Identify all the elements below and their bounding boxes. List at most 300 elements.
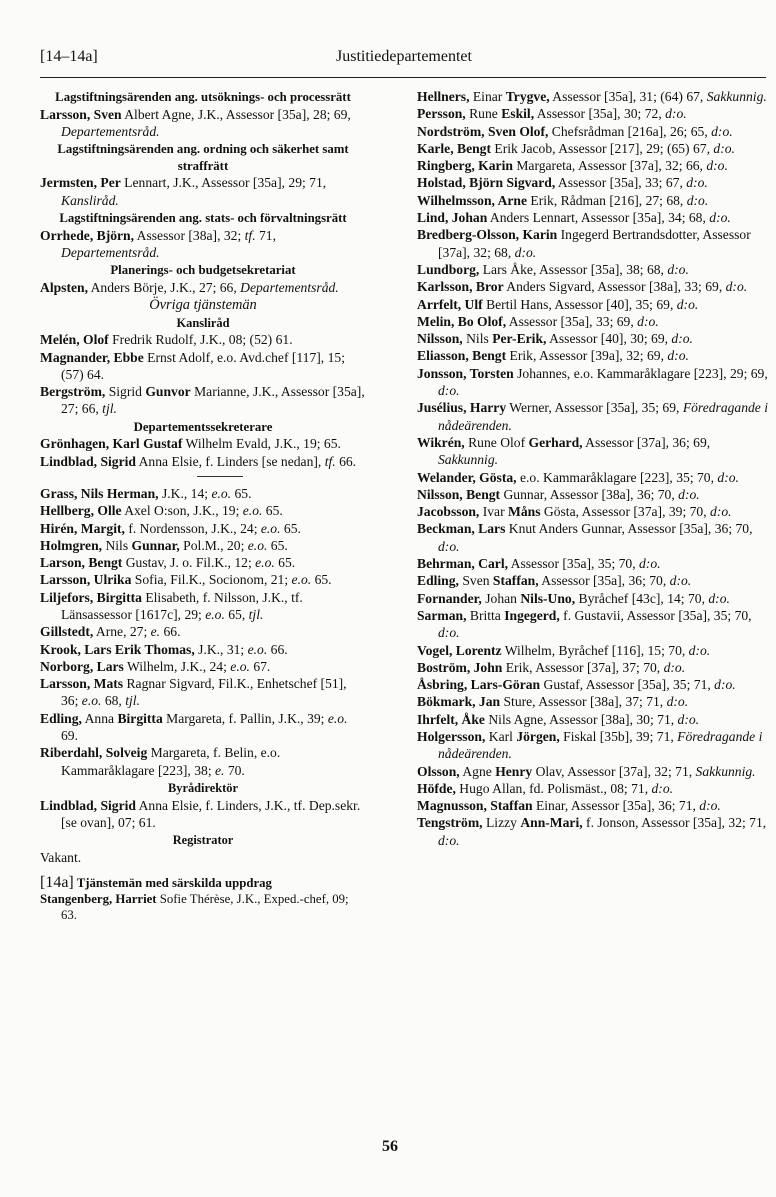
entry-note: tf. — [244, 227, 256, 243]
entry-text: Ragnar Sigvard, Fil.K., Enhetschef [51], 36; — [61, 676, 347, 709]
entry-name: Staffan, — [492, 573, 539, 589]
person-entry — [417, 503, 769, 520]
entry-name: Edling, — [40, 710, 82, 726]
entry-name: Magnander, Ebbe — [40, 349, 144, 365]
entry-name: Tengström, — [417, 815, 483, 831]
person-entry — [417, 590, 769, 607]
entry-name: Larson, Bengt — [40, 555, 123, 571]
left-column — [40, 88, 366, 923]
entry-name: Behrman, Carl, — [417, 556, 508, 572]
entry-text: 68, — [101, 693, 126, 709]
entry-text: Assessor [38a], 32; — [134, 227, 245, 243]
entry-note: d:o. — [438, 383, 460, 399]
person-entry — [40, 279, 366, 296]
section-heading-italic: Övriga tjänstemän — [149, 297, 257, 314]
entry-text: Werner, Assessor [35a], 35; 69, — [506, 400, 683, 416]
entry-note: e.o. — [211, 485, 232, 501]
entry-note: e.o. — [242, 503, 263, 519]
entry-text: 71, — [255, 227, 276, 243]
entry-text: Erik, Assessor [39a], 32; 69, — [506, 348, 668, 364]
person-entry — [417, 330, 769, 347]
person-entry — [40, 710, 366, 745]
entry-text: Erik, Rådman [216], 27; 68, — [527, 192, 687, 208]
entry-note: Föredragande i nådeärenden. — [438, 400, 769, 433]
person-entry — [40, 383, 366, 418]
entry-name: Bökmark, Jan — [417, 694, 501, 710]
entry-note: d:o. — [637, 313, 659, 329]
entry-name: Persson, — [417, 106, 466, 122]
subsection-heading: Registrator — [172, 833, 234, 848]
entry-text: Gösta, Assessor [37a], 39; 70, — [540, 504, 711, 520]
entry-text: Assessor [40], 30; 69, — [546, 331, 672, 347]
entry-name: Larsson, Mats — [40, 676, 124, 692]
entry-text: Ingegerd Bertrandsdotter, Assessor [37a], 32; 68, — [438, 227, 751, 260]
person-entry — [417, 572, 769, 589]
entry-name: Lindblad, Sigrid — [40, 453, 136, 469]
section-number: [14a] — [40, 874, 74, 892]
person-entry — [40, 435, 366, 452]
entry-note: d:o. — [686, 192, 709, 208]
entry-name: Eliasson, Bengt — [417, 348, 507, 364]
entry-name: Sarman, — [417, 607, 467, 623]
entry-note: Kansliråd. — [61, 192, 119, 208]
entry-name: Birgitta — [117, 710, 163, 726]
person-entry — [417, 296, 769, 313]
entry-note: tjl. — [125, 693, 140, 709]
entry-text: Anna Elsie, f. Linders [se nedan], — [135, 453, 325, 469]
entry-name: Hellners, — [417, 89, 470, 104]
entry-name: Nordström, Sven Olof, — [417, 123, 549, 139]
entry-name: Olsson, — [417, 763, 460, 779]
entry-name: Gunnar, — [131, 537, 180, 553]
entry-name: Ringberg, Karin — [417, 158, 513, 174]
person-entry — [417, 797, 769, 814]
entry-text: Hugo Allan, fd. Polismäst., 08; 71, — [455, 780, 652, 796]
entry-text: Sofia, Fil.K., Socionom, 21; — [131, 572, 292, 588]
entry-note: d:o. — [639, 556, 661, 572]
entry-text: Assessor [35a], 31; (64) 67, — [549, 89, 707, 104]
person-entry — [417, 313, 769, 330]
person-entry — [417, 728, 769, 763]
person-entry — [40, 174, 366, 209]
entry-text: Fiskal [35b], 39; 71, — [559, 728, 678, 744]
entry-note: d:o. — [669, 573, 692, 589]
person-entry — [417, 261, 769, 278]
entry-note: d:o. — [717, 469, 739, 485]
person-entry — [40, 797, 366, 832]
entry-note: Sakkunnig. — [438, 452, 499, 468]
entry-note: d:o. — [663, 659, 686, 675]
entry-name: Ihrfelt, Åke — [417, 711, 485, 727]
entry-name: Höfde, — [417, 780, 456, 796]
entry-name: Gerhard, — [528, 434, 583, 450]
person-entry — [417, 209, 769, 226]
entry-text: J.K., 31; — [194, 641, 248, 657]
entry-text: Sture, Assessor [38a], 37; 71, — [500, 694, 667, 710]
section-heading: Departementssekreterare — [133, 419, 273, 434]
entry-note: d:o. — [651, 780, 674, 796]
entry-name: Jörgen, — [516, 728, 560, 744]
entry-text: Margareta, Assessor [37a], 32; 66, — [512, 158, 707, 174]
entry-note: e.o. — [81, 693, 102, 709]
entry-name: Grass, Nils Herman, — [40, 485, 159, 501]
entry-name: Larsson, Sven — [40, 106, 122, 122]
entry-text: Axel O:son, J.K., 19; — [121, 503, 243, 519]
person-entry — [40, 589, 366, 624]
entry-name: Edling, — [417, 573, 459, 589]
entry-text: J.K., 14; — [158, 485, 212, 501]
entry-text: Olav, Assessor [37a], 32; 71, — [532, 763, 696, 779]
entry-note: Departementsråd. — [240, 279, 339, 295]
entry-name: Ann-Mari, — [520, 815, 583, 831]
section-title: Tjänstemän med särskilda uppdrag — [73, 876, 272, 891]
person-entry — [417, 711, 769, 728]
entry-name: Riberdahl, Solveig — [40, 745, 148, 761]
person-entry — [417, 486, 769, 503]
section-heading: Lagstiftningsärenden ang. ordning och säkerhet samt straffrätt — [57, 142, 349, 173]
right-column — [417, 88, 769, 849]
entry-note: d:o. — [725, 279, 748, 295]
entry-name: Beckman, Lars — [417, 521, 506, 537]
page-number: 56 — [382, 1138, 398, 1155]
entry-text: Wilhelm, J.K., 24; — [123, 658, 231, 674]
entry-note: d:o. — [666, 694, 689, 710]
person-entry — [40, 571, 366, 588]
entry-note: e. — [150, 624, 161, 640]
entry-name: Liljefors, Birgitta — [40, 589, 142, 605]
person-entry — [417, 434, 769, 469]
entry-note: d:o. — [713, 140, 735, 156]
header-rule — [40, 77, 766, 78]
entry-text: f. Jonson, Assessor [35a], 32; 71, — [582, 815, 767, 831]
entry-text: Byråchef [43c], 14; 70, — [575, 590, 709, 606]
entry-text: Chefsrådman [216a], 26; 65, — [548, 123, 712, 139]
entry-name: Karlsson, Bror — [417, 279, 504, 295]
section-14a-heading — [40, 874, 366, 892]
entry-name: Gillstedt, — [40, 624, 94, 640]
entry-text: Knut Anders Gunnar, Assessor [35a], 36; 70, — [505, 521, 753, 537]
entry-name: Grönhagen, Karl Gustaf — [40, 436, 183, 452]
entry-text: 65. — [262, 503, 283, 519]
person-entry — [417, 226, 769, 261]
entry-note: Departementsråd. — [61, 244, 160, 260]
entry-text: f. Nordensson, J.K., 24; — [124, 520, 261, 536]
entry-text: Arne, 27; — [93, 624, 151, 640]
entry-name: Larsson, Ulrika — [40, 572, 132, 588]
person-entry — [40, 106, 366, 141]
entry-name: Magnusson, Staffan — [417, 798, 533, 814]
person-entry — [40, 520, 366, 537]
entry-note: d:o. — [677, 711, 700, 727]
person-entry — [40, 744, 366, 779]
entry-text: Agne — [459, 763, 496, 779]
entry-text: Ernst Adolf, e.o. Avd.chef [117], 15; (57) 64. — [61, 349, 345, 382]
entry-note: d:o. — [671, 331, 693, 347]
person-entry — [40, 485, 366, 502]
entry-text: Anna Elsie, f. Linders, J.K., tf. Dep.sekr. [se ovan], 07; 61. — [61, 797, 361, 830]
entry-text: Lennart, J.K., Assessor [35a], 29; 71, — [120, 175, 327, 191]
entry-name: Fornander, — [417, 590, 482, 606]
section-heading: Lagstiftningsärenden ang. utsöknings- och processrätt — [55, 90, 351, 104]
entry-note: e.o. — [247, 537, 268, 553]
entry-name: Per-Erik, — [492, 331, 547, 347]
entry-name: Jonsson, Torsten — [417, 365, 514, 381]
person-entry — [40, 658, 366, 675]
entry-text: 69. — [61, 728, 78, 744]
entry-note: tjl. — [102, 401, 117, 417]
entry-text: Albert Agne, J.K., Assessor [35a], 28; 69, — [121, 106, 351, 122]
entry-text: Anna — [81, 710, 118, 726]
entry-text: 65. — [231, 485, 252, 501]
entry-text: Wilhelm Evald, J.K., 19; 65. — [182, 436, 341, 452]
entry-name: Måns — [508, 504, 541, 520]
person-entry — [417, 105, 769, 122]
entry-name: Trygve, — [505, 89, 550, 104]
person-entry — [40, 623, 366, 640]
section-heading: Planerings- och budgetsekretariat — [110, 263, 296, 278]
entry-text: f. Gustavii, Assessor [35a], 35; 70, — [559, 607, 752, 623]
entry-text: 66. — [160, 624, 181, 640]
entry-text: 67. — [249, 658, 271, 674]
entry-name: Holgersson, — [417, 728, 486, 744]
person-entry — [417, 365, 769, 400]
entry-name: Lindblad, Sigrid — [40, 797, 136, 813]
entry-note: d:o. — [706, 158, 728, 174]
entry-name: Stangenberg, Harriet — [40, 892, 157, 907]
entry-note: e.o. — [260, 520, 281, 536]
entry-text: Pol.M., 20; — [179, 537, 248, 553]
entry-name: Ingegerd, — [504, 607, 560, 623]
entry-text: Lizzy — [482, 815, 521, 831]
section-heading: Lagstiftningsärenden ang. stats- och förvaltningsrätt — [59, 210, 347, 225]
entry-name: Boström, John — [417, 659, 503, 675]
entry-name: Melin, Bo Olof, — [417, 313, 507, 329]
entry-name: Lind, Johan — [417, 210, 488, 226]
entry-text: Anders Börje, J.K., 27; 66, — [87, 279, 241, 295]
entry-text: 65. — [274, 555, 296, 571]
entry-note: Sakkunnig. — [706, 89, 767, 104]
entry-text: Britta — [466, 607, 505, 623]
running-header-title: Justitiedepartementet — [336, 48, 472, 65]
entry-text: Marianne, J.K., Assessor [35a], 27; 66, — [61, 384, 365, 417]
entry-text: Karl — [485, 728, 517, 744]
entry-name: Jacobsson, — [417, 504, 480, 520]
entry-note: Sakkunnig. — [695, 763, 756, 779]
person-entry — [417, 520, 769, 555]
person-entry — [40, 554, 366, 571]
entry-text: 65, — [224, 606, 249, 622]
person-entry — [417, 469, 769, 486]
entry-text: e.o. Kammaråklagare [223], 35; 70, — [516, 469, 718, 485]
entry-name: Gunvor — [145, 384, 191, 400]
person-entry — [40, 502, 366, 519]
entry-name: Holmgren, — [40, 537, 103, 553]
person-entry — [417, 676, 769, 693]
entry-text: Wilhelm, Byråchef [116], 15; 70, — [501, 642, 689, 658]
entry-note: e.o. — [255, 555, 275, 571]
entry-note: d:o. — [708, 590, 730, 606]
entry-text: Sven — [458, 573, 493, 589]
entry-text: Gunnar, Assessor [38a], 36; 70, — [500, 486, 679, 502]
entry-text: Assessor [35a], 36; 70, — [538, 573, 670, 589]
person-entry — [417, 659, 769, 676]
page-section-ref: [14–14a] — [40, 48, 98, 65]
entry-note: d:o. — [667, 261, 689, 277]
entry-name: Melén, Olof — [40, 332, 109, 348]
entry-text: Gustaf, Assessor [35a], 35; 71, — [540, 677, 715, 693]
entry-text: Anders Lennart, Assessor [35a], 34; 68, — [487, 210, 710, 226]
entry-note: Departementsråd. — [61, 123, 160, 139]
person-entry — [417, 157, 769, 174]
entry-note: tf. — [324, 453, 336, 469]
person-entry — [417, 693, 769, 710]
person-entry — [417, 123, 769, 140]
entry-text: Margareta, f. Pallin, J.K., 39; — [162, 710, 328, 726]
entry-note: d:o. — [438, 625, 460, 641]
entry-text: Erik Jacob, Assessor [217], 29; (65) 67, — [491, 140, 714, 156]
entry-note: d:o. — [714, 677, 736, 693]
entry-text: Erik, Assessor [37a], 37; 70, — [502, 659, 664, 675]
person-entry — [417, 399, 769, 434]
entry-name: Lundborg, — [417, 261, 480, 277]
entry-text: Rune Olof — [464, 434, 529, 450]
person-entry — [417, 814, 769, 849]
entry-note: d:o. — [438, 832, 460, 848]
separator-rule — [197, 476, 243, 477]
entry-note: e.o. — [247, 641, 268, 657]
entry-note: d:o. — [699, 798, 721, 814]
entry-text: Sofie Thérèse, J.K., Exped.-chef, 09; 63. — [61, 892, 349, 922]
person-entry — [417, 347, 769, 364]
subsection-heading: Kansliråd — [176, 315, 230, 330]
entry-note: d:o. — [665, 106, 687, 122]
entry-text: Johan — [481, 590, 521, 606]
entry-name: Orrhede, Björn, — [40, 227, 135, 243]
entry-text: 65. — [280, 520, 301, 536]
entry-text: Gustav, J. o. Fil.K., 12; — [122, 555, 256, 571]
entry-name: Eskil, — [501, 106, 535, 122]
person-entry — [417, 278, 769, 295]
entry-text: Margareta, f. Belin, e.o. Kammaråklagare [223], 38; — [61, 745, 281, 778]
entry-name: Krook, Lars Erik Thomas, — [40, 641, 195, 657]
entry-text: 70. — [224, 762, 245, 778]
entry-text: Rune — [465, 106, 502, 122]
person-entry — [40, 641, 366, 658]
entry-text: 66. — [335, 453, 357, 469]
entry-text: Assessor [35a], 33; 69, — [506, 313, 638, 329]
entry-name: Holstad, Björn Sigvard, — [417, 175, 556, 191]
person-entry — [417, 192, 769, 209]
entry-text: Nils — [462, 331, 493, 347]
entry-note: e.o. — [327, 710, 348, 726]
person-entry — [417, 88, 769, 105]
entry-note: d:o. — [686, 175, 708, 191]
entry-name: Nils-Uno, — [520, 590, 576, 606]
entry-name: Norborg, Lars — [40, 658, 124, 674]
person-entry — [417, 763, 769, 780]
entry-note: d:o. — [709, 210, 731, 226]
person-entry — [417, 642, 769, 659]
entry-name: Hellberg, Olle — [40, 503, 122, 519]
entry-name: Arrfelt, Ulf — [417, 296, 483, 312]
entry-text: Assessor [35a], 30; 72, — [534, 106, 666, 122]
entry-name: Welander, Gösta, — [417, 469, 517, 485]
entry-name: Jermsten, Per — [40, 175, 121, 191]
entry-name: Nilsson, — [417, 331, 463, 347]
entry-note: e.o. — [230, 658, 250, 674]
entry-note: d:o. — [688, 642, 711, 658]
entry-name: Alpsten, — [40, 279, 88, 295]
entry-text: Anders Sigvard, Assessor [38a], 33; 69, — [503, 279, 726, 295]
person-entry — [417, 780, 769, 797]
entry-note: d:o. — [678, 486, 700, 502]
person-entry — [40, 331, 366, 348]
entry-text: Sigrid — [105, 384, 146, 400]
person-entry — [417, 140, 769, 157]
entry-note: e.o. — [291, 572, 312, 588]
person-entry — [40, 675, 366, 710]
entry-note: e. — [215, 762, 225, 778]
entry-name: Bredberg-Olsson, Karin — [417, 227, 558, 243]
person-entry — [40, 453, 366, 470]
entry-text: Lars Åke, Assessor [35a], 38; 68, — [479, 261, 668, 277]
entry-text: Assessor [35a], 33; 67, — [555, 175, 687, 191]
entry-text: 65. — [267, 537, 288, 553]
entry-name: Karle, Bengt — [417, 140, 491, 156]
entry-text: 65. — [311, 572, 332, 588]
person-entry — [40, 892, 366, 923]
entry-text: Assessor [35a], 35; 70, — [508, 556, 640, 572]
entry-text: Einar, Assessor [35a], 36; 71, — [532, 798, 700, 814]
entry-text: Johannes, e.o. Kammaråklagare [223], 29; 69, — [513, 365, 768, 381]
entry-name: Bergström, — [40, 384, 106, 400]
entry-text: Elisabeth, f. Nilsson, J.K., tf. Länsassessor [1617c], 29; — [61, 589, 303, 622]
entry-note: d:o. — [514, 244, 537, 260]
entry-note: tjl. — [248, 606, 264, 622]
person-entry — [40, 227, 366, 262]
entry-text: Assessor [37a], 36; 69, — [582, 434, 711, 450]
vacant-text: Vakant. — [40, 849, 82, 865]
entry-note: e.o. — [205, 606, 225, 622]
entry-name: Åsbring, Lars-Göran — [417, 677, 541, 693]
subsection-heading: Byrådirektör — [168, 780, 238, 795]
entry-text: Fredrik Rudolf, J.K., 08; (52) 61. — [108, 332, 293, 348]
entry-text: Bertil Hans, Assessor [40], 35; 69, — [482, 296, 677, 312]
entry-text: Nils Agne, Assessor [38a], 30; 71, — [484, 711, 678, 727]
entry-text: Ivar — [479, 504, 509, 520]
person-entry — [417, 607, 769, 642]
person-entry — [417, 555, 769, 572]
person-entry — [417, 174, 769, 191]
entry-name: Nilsson, Bengt — [417, 486, 501, 502]
person-entry — [40, 537, 366, 554]
entry-text: 66. — [267, 641, 288, 657]
entry-name: Henry — [495, 763, 533, 779]
entry-name: Vogel, Lorentz — [417, 642, 502, 658]
entry-note: d:o. — [438, 538, 460, 554]
entry-name: Hirén, Margit, — [40, 520, 125, 536]
entry-name: Jusélius, Harry — [417, 400, 507, 416]
entry-note: d:o. — [676, 296, 699, 312]
entry-note: Föredragande i nådeärenden. — [438, 728, 763, 762]
person-entry — [40, 349, 366, 384]
entry-name: Wikrén, — [417, 434, 465, 450]
entry-text: Nils — [102, 537, 132, 553]
entry-note: d:o. — [710, 504, 732, 520]
entry-note: d:o. — [667, 348, 689, 364]
entry-note: d:o. — [711, 123, 733, 139]
entry-text: Einar — [469, 89, 506, 104]
